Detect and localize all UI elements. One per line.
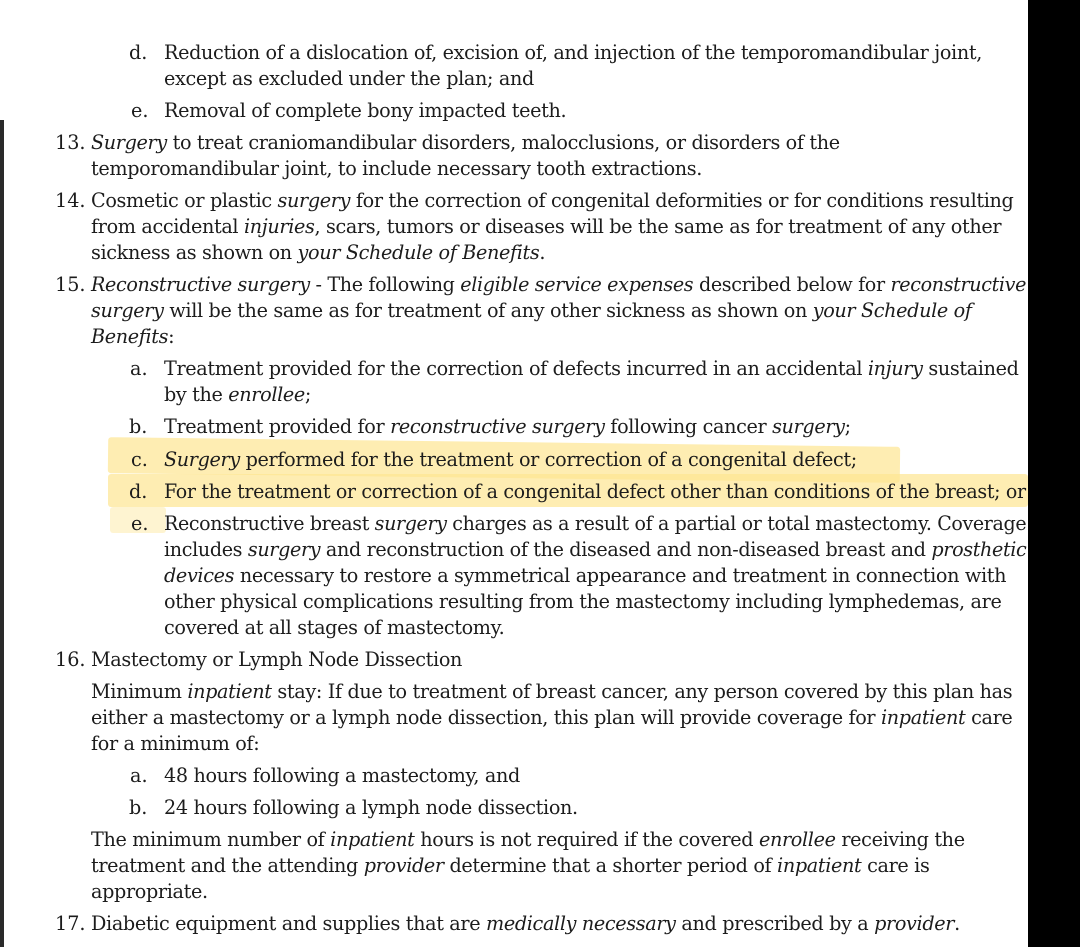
text-line: Diabetic equipment and supplies that are medically necessary and prescribed by a provider. [91, 912, 960, 935]
text-line: covered at all stages of mastectomy. [164, 616, 505, 639]
text-line: Cosmetic or plastic surgery for the correction of congenital deformities or for conditions resulting [91, 189, 1014, 212]
text-line: by the enrollee; [164, 383, 312, 406]
item-number: 13. [55, 131, 86, 154]
section-title: Mastectomy or Lymph Node Dissection [91, 648, 463, 671]
text-line: includes surgery and reconstruction of the diseased and non-diseased breast and prosthetic [164, 538, 1027, 561]
text-line: temporomandibular joint, to include necessary tooth extractions. [91, 157, 703, 180]
item-number: 14. [55, 189, 86, 212]
text-line: treatment and the attending provider determine that a shorter period of inpatient care is [91, 854, 930, 877]
list-marker: e. [131, 99, 149, 122]
text-line: surgery will be the same as for treatment of any other sickness as shown on your Schedule of [91, 299, 972, 322]
text-line: other physical complications resulting from the mastectomy including lymphedemas, are [164, 590, 1002, 613]
text-line: For the treatment or correction of a congenital defect other than conditions of the breast; or [164, 480, 1026, 503]
text-line: 48 hours following a mastectomy, and [164, 764, 520, 787]
text-line: Minimum inpatient stay: If due to treatment of breast cancer, any person covered by this plan has [91, 680, 1013, 703]
text-line: either a mastectomy or a lymph node dissection, this plan will provide coverage for inpatient care [91, 706, 1013, 729]
list-marker: d. [129, 41, 148, 64]
text-line: 24 hours following a lymph node dissection. [164, 796, 578, 819]
text-line: Reconstructive breast surgery charges as a result of a partial or total mastectomy. Coverage [164, 512, 1027, 535]
text-line: from accidental injuries, scars, tumors or diseases will be the same as for treatment of any other [91, 215, 1002, 238]
text-line: for a minimum of: [91, 732, 260, 755]
item-number: 17. [55, 912, 86, 935]
list-marker: a. [130, 764, 148, 787]
list-marker: b. [129, 415, 148, 438]
screen-edge-bar [1028, 0, 1080, 947]
text-line: Removal of complete bony impacted teeth. [164, 99, 567, 122]
text-line: The minimum number of inpatient hours is not required if the covered enrollee receiving the [91, 828, 965, 851]
text-line: appropriate. [91, 880, 208, 903]
text-line: Treatment provided for the correction of defects incurred in an accidental injury sustained [164, 357, 1019, 380]
list-marker: d. [129, 480, 148, 503]
text-line: Surgery performed for the treatment or correction of a congenital defect; [164, 448, 857, 471]
list-marker: c. [131, 448, 148, 471]
text-line: Treatment provided for reconstructive surgery following cancer surgery; [164, 415, 851, 438]
text-line: except as excluded under the plan; and [164, 67, 534, 90]
text-line: Reconstructive surgery - The following eligible service expenses described below for reconstructive [91, 273, 1027, 296]
item-number: 15. [55, 273, 86, 296]
list-marker: b. [129, 796, 148, 819]
text-line: Reduction of a dislocation of, excision of, and injection of the temporomandibular joint, [164, 41, 982, 64]
text-line: Benefits: [91, 325, 175, 348]
item-number: 16. [55, 648, 86, 671]
list-marker: a. [130, 357, 148, 380]
text-line: Surgery to treat craniomandibular disorders, malocclusions, or disorders of the [91, 131, 840, 154]
text-line: devices necessary to restore a symmetrical appearance and treatment in connection with [164, 564, 1007, 587]
list-marker: e. [131, 512, 149, 535]
text-line: sickness as shown on your Schedule of Benefits. [91, 241, 546, 264]
